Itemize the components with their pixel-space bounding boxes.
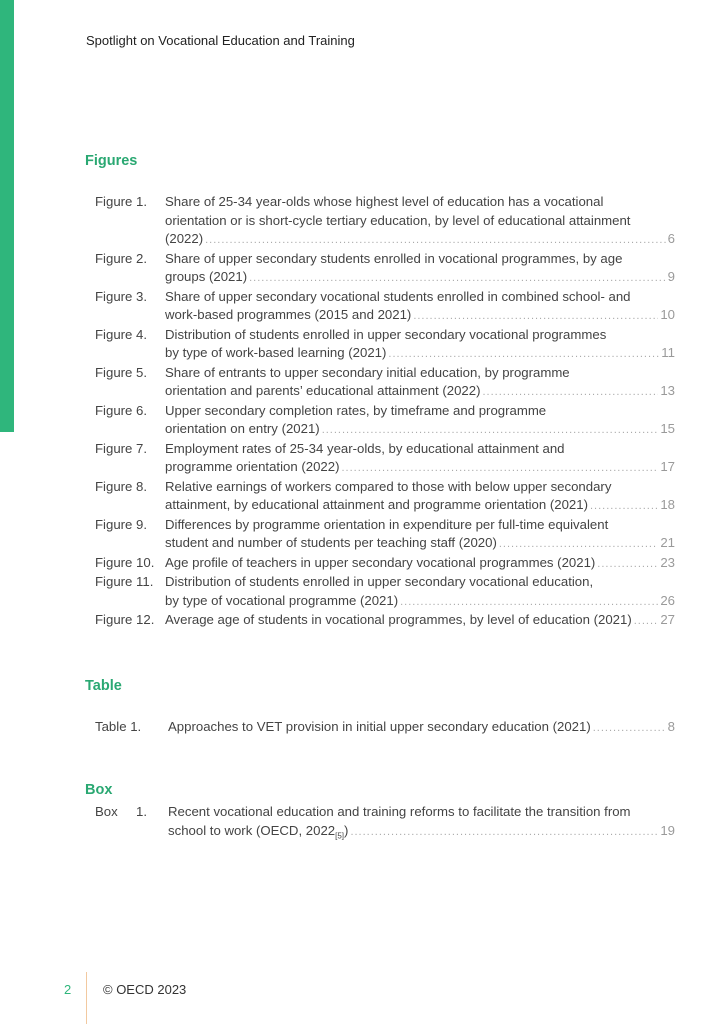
toc-page-number: 26 (660, 592, 675, 608)
dot-leader (388, 345, 659, 364)
toc-page-number: 21 (660, 535, 675, 550)
toc-label: Figure 2. (95, 250, 148, 266)
toc-label: Figure 10. (95, 554, 155, 570)
box-list (95, 803, 675, 846)
toc-label: Figure 11. (95, 574, 154, 589)
toc-entry-figure[interactable] (95, 193, 675, 250)
toc-page-number: 10 (660, 307, 675, 322)
toc-title-line: student and number of students per teaching staff (2020) (165, 535, 497, 550)
dot-leader (499, 535, 658, 554)
toc-page-number: 11 (661, 345, 675, 360)
toc-label: Figure 6. (95, 402, 148, 418)
dot-leader (597, 555, 658, 574)
dot-leader (634, 612, 659, 631)
toc-title-line: attainment, by educational attainment and programme orientation (2021) (165, 497, 588, 512)
toc-title-line: orientation and parents’ educational attainment (2022) (165, 383, 481, 398)
toc-label: Figure 5. (95, 364, 148, 380)
footer-page-number: 2 (64, 982, 72, 997)
toc-entry-figure[interactable] (95, 402, 675, 440)
toc-page-number: 23 (660, 554, 675, 570)
dot-leader (483, 383, 659, 402)
dot-leader (590, 497, 658, 516)
toc-page-number: 27 (660, 612, 675, 627)
dot-leader (205, 231, 666, 250)
toc-label: Figure 8. (95, 478, 148, 494)
toc-title-line: Distribution of students enrolled in upper secondary vocational programmes (165, 326, 607, 342)
toc-entry-figure[interactable] (95, 440, 675, 478)
toc-title-line: Age profile of teachers in upper secondary vocational programmes (2021) (165, 554, 596, 570)
toc-title-line: by type of vocational programme (2021) (165, 592, 399, 608)
toc-title-line: Recent vocational education and training reforms to facilitate the transition from (168, 804, 631, 819)
dot-leader (341, 459, 658, 478)
toc-page-number: 19 (660, 822, 675, 838)
toc-title-line: Relative earnings of workers compared to those with below upper secondary (165, 478, 612, 494)
footer-divider (86, 972, 87, 1024)
toc-entry-figure[interactable] (95, 250, 675, 288)
toc-title-line: Share of upper secondary students enrolled in vocational programmes, by age (165, 250, 623, 266)
table-heading: Table (85, 678, 122, 694)
toc-title-line: orientation or is short-cycle tertiary education, by level of educational attainment (165, 212, 631, 228)
toc-title-line: Differences by programme orientation in expenditure per full-time equivalent (165, 516, 609, 532)
toc-label: Figure 7. (95, 440, 148, 456)
toc-page-number: 9 (667, 269, 675, 284)
toc-title-line: Employment rates of 25-34 year-olds, by educational attainment and (165, 440, 565, 456)
toc-entry-figure[interactable] (95, 478, 675, 516)
toc-title-line: Share of entrants to upper secondary initial education, by programme (165, 364, 570, 380)
toc-title-line: programme orientation (2022) (165, 459, 340, 474)
toc-label: Figure 4. (95, 326, 148, 342)
side-accent-bar (0, 0, 14, 432)
toc-label: Figure 9. (95, 516, 148, 532)
box-heading: Box (85, 782, 113, 798)
toc-label: Box 1. (95, 804, 148, 819)
toc-title-line: work-based programmes (2015 and 2021) (165, 307, 412, 322)
toc-page-number: 18 (660, 497, 675, 512)
toc-entry-figure[interactable] (95, 326, 675, 364)
figures-list (95, 193, 675, 631)
toc-title-line: Distribution of students enrolled in upper secondary vocational education, (165, 574, 594, 589)
toc-title-line: groups (2021) (165, 269, 248, 284)
toc-label: Table 1. (95, 719, 142, 734)
toc-entry-figure[interactable] (95, 554, 675, 574)
toc-entry-box-1[interactable] (95, 803, 675, 846)
toc-title-line: Average age of students in vocational programmes, by level of education (2021) (165, 612, 632, 627)
toc-page-number: 13 (660, 383, 675, 398)
toc-title: Approaches to VET provision in initial upper secondary education (2021) (168, 719, 591, 734)
toc-label: Figure 3. (95, 288, 148, 304)
toc-label: Figure 12. (95, 612, 155, 627)
toc-title-line: Share of upper secondary vocational students enrolled in combined school- and (165, 288, 631, 304)
toc-entry-table-1[interactable] (95, 718, 675, 738)
toc-title-line: (2022) (165, 231, 204, 246)
footer-copyright: © OECD 2023 (103, 982, 187, 997)
toc-title-line: school to work (OECD, $2022_{[5]}$) (168, 822, 349, 841)
toc-label: Figure 1. (95, 194, 148, 209)
dot-leader (249, 269, 666, 288)
dot-leader (413, 307, 658, 326)
toc-page-number: 8 (667, 719, 675, 734)
toc-page-number: 17 (660, 459, 675, 474)
table-list (95, 718, 675, 738)
toc-entry-figure[interactable] (95, 516, 675, 554)
figures-heading: Figures (85, 153, 138, 169)
toc-page-number: 15 (660, 421, 675, 436)
toc-page-number: 6 (667, 231, 675, 246)
toc-title-line: by type of work-based learning (2021) (165, 345, 387, 360)
toc-entry-figure[interactable] (95, 288, 675, 326)
toc-title-line: Upper secondary completion rates, by timeframe and programme (165, 402, 547, 418)
citation-ref: [5] (335, 831, 345, 841)
toc-entry-figure[interactable] (95, 611, 675, 631)
toc-entry-figure[interactable] (95, 364, 675, 402)
running-title: Spotlight on Vocational Education and Training (86, 33, 355, 48)
dot-leader (322, 421, 659, 440)
toc-title-line: Share of 25-34 year-olds whose highest level of education has a vocational (165, 194, 604, 209)
toc-title-line: orientation on entry (2021) (165, 421, 320, 436)
dot-leader (400, 593, 658, 612)
toc-entry-figure[interactable] (95, 573, 675, 611)
